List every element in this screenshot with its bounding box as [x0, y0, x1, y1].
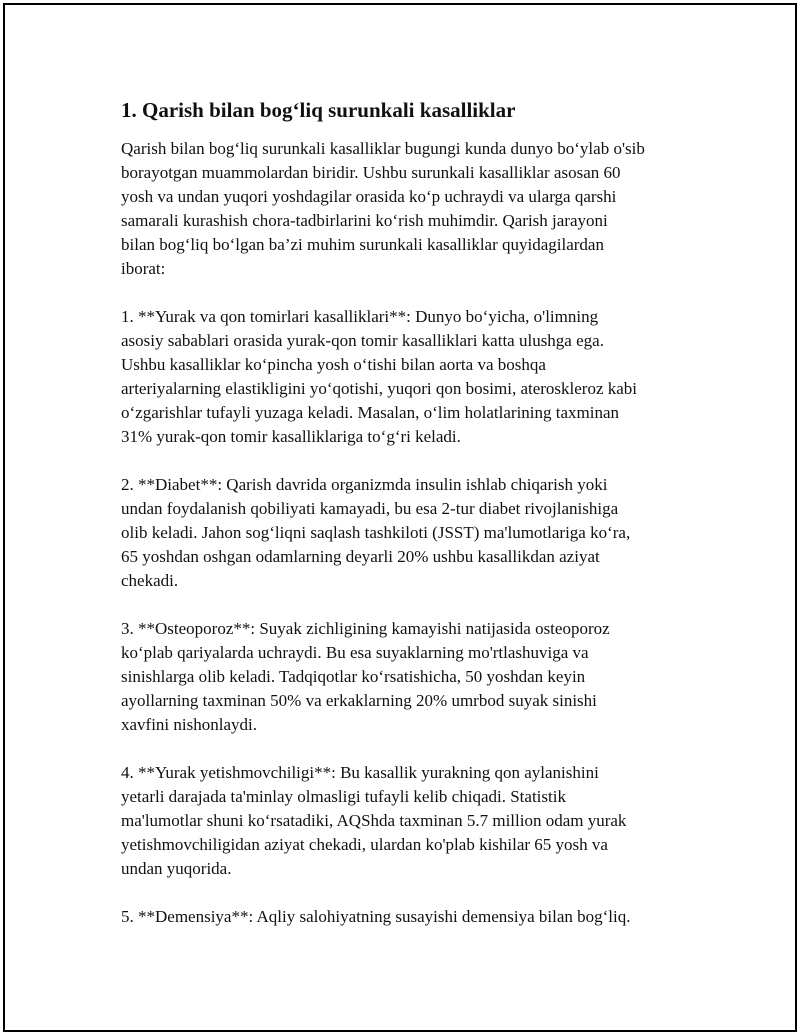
list-item-osteoporosis [121, 617, 691, 737]
intro-paragraph [121, 137, 691, 281]
text-line: Ushbu kasalliklar ko‘pincha yosh o‘tishi bilan aorta va boshqa [121, 355, 546, 374]
text-line: Qarish bilan bog‘liq surunkali kasalliklar bugungi kunda dunyo bo‘ylab o'sib [121, 139, 645, 158]
text-line: undan yuqorida. [121, 859, 232, 878]
text-line: asosiy sabablari orasida yurak-qon tomir kasalliklari katta ulushga ega. [121, 331, 604, 350]
text-line: ko‘plab qariyalarda uchraydi. Bu esa suyaklarning mo'rtlashuviga va [121, 643, 589, 662]
text-line: sinishlarga olib keladi. Tadqiqotlar ko‘rsatishicha, 50 yoshdan keyin [121, 667, 586, 686]
text-line: 1. **Yurak va qon tomirlari kasalliklari**: Dunyo bo‘yicha, o'limning [121, 307, 599, 326]
list-item-heart-failure [121, 761, 691, 881]
text-line: ma'lumotlar shuni ko‘rsatadiki, AQShda taxminan 5.7 million odam yurak [121, 811, 627, 830]
page-frame [3, 3, 797, 1032]
text-line: o‘zgarishlar tufayli yuzaga keladi. Masalan, o‘lim holatlarining taxminan [121, 403, 620, 422]
list-item-cardiovascular [121, 305, 691, 449]
text-line: arteriyalarning elastikligini yo‘qotishi, yuqori qon bosimi, ateroskleroz kabi [121, 379, 638, 398]
text-line: 4. **Yurak yetishmovchiligi**: Bu kasallik yurakning qon aylanishini [121, 763, 599, 782]
text-line: 2. **Diabet**: Qarish davrida organizmda insulin ishlab chiqarish yoki [121, 475, 608, 494]
text-line: 65 yoshdan oshgan odamlarning deyarli 20% ushbu kasallikdan aziyat [121, 547, 600, 566]
text-line: 31% yurak-qon tomir kasalliklariga to‘g‘ri keladi. [121, 427, 461, 446]
text-line: bilan bog‘liq bo‘lgan ba’zi muhim surunkali kasalliklar quyidagilardan [121, 235, 604, 254]
text-line: yetarli darajada ta'minlay olmasligi tufayli kelib chiqadi. Statistik [121, 787, 566, 806]
text-line: 3. **Osteoporoz**: Suyak zichligining kamayishi natijasida osteoporoz [121, 619, 610, 638]
document-title: 1. Qarish bilan bog‘liq surunkali kasalliklar [121, 98, 516, 122]
text-line: ayollarning taxminan 50% va erkaklarning 20% umrbod suyak sinishi [121, 691, 597, 710]
text-line: yetishmovchiligidan aziyat chekadi, ulardan ko'plab kishilar 65 yosh va [121, 835, 608, 854]
list-item-dementia [121, 905, 691, 929]
text-line: samarali kurashish chora-tadbirlarini ko‘rish muhimdir. Qarish jarayoni [121, 211, 608, 230]
list-item-diabetes [121, 473, 691, 593]
text-line: chekadi. [121, 571, 179, 590]
document-body [121, 95, 691, 953]
text-line: xavfini nishonlaydi. [121, 715, 257, 734]
text-line: olib keladi. Jahon sog‘liqni saqlash tashkiloti (JSST) ma'lumotlariga ko‘ra, [121, 523, 631, 542]
text-line: borayotgan muammolardan biridir. Ushbu surunkali kasalliklar asosan 60 [121, 163, 621, 182]
text-line: iborat: [121, 259, 166, 278]
text-line: 5. **Demensiya**: Aqliy salohiyatning susayishi demensiya bilan bog‘liq. [121, 907, 631, 926]
text-line: undan foydalanish qobiliyati kamayadi, bu esa 2-tur diabet rivojlanishiga [121, 499, 619, 518]
text-line: yosh va undan yuqori yoshdagilar orasida ko‘p uchraydi va ularga qarshi [121, 187, 617, 206]
